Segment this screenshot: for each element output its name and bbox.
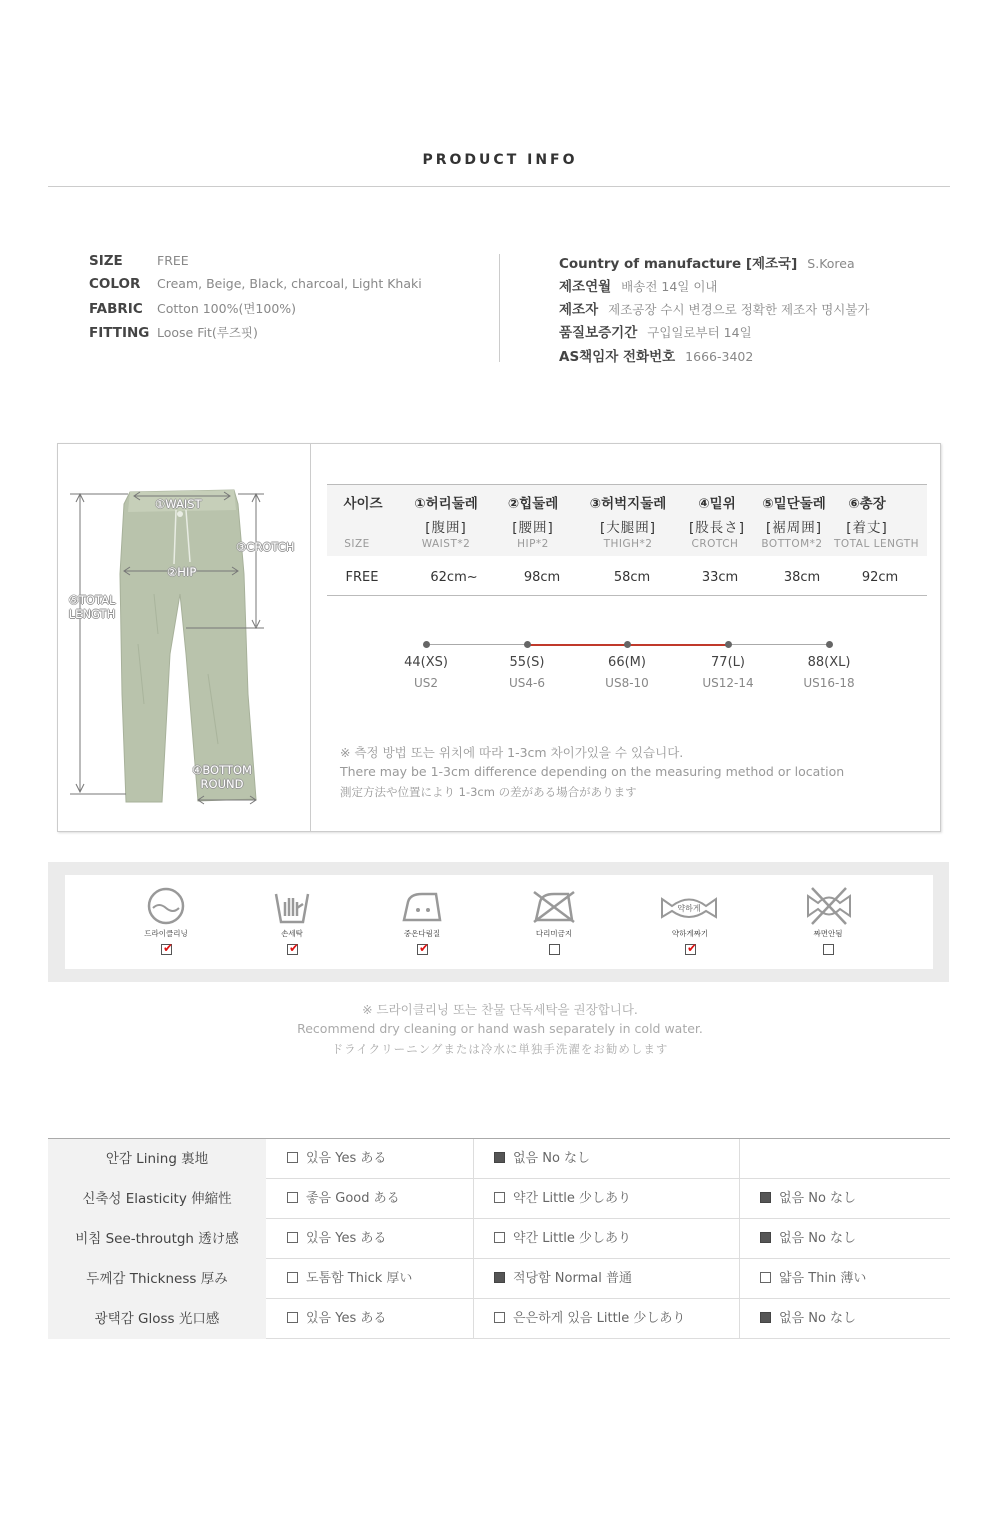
info-label: SIZE <box>89 253 123 269</box>
option-checkbox[interactable] <box>287 1192 298 1203</box>
info-label: 제조자 <box>559 302 599 318</box>
option-checkbox[interactable] <box>760 1232 771 1243</box>
option-checkbox[interactable] <box>494 1272 505 1283</box>
scale-size-us: US2 <box>413 676 439 690</box>
scale-dot <box>624 641 631 648</box>
measure-note-ko: ※ 측정 방법 또는 위치에 따라 1-3cm 차이가있을 수 있습니다. <box>340 745 684 760</box>
col-en: THIGH*2 <box>603 538 653 550</box>
feature-option[interactable] <box>760 1311 856 1327</box>
scale-size-kr: 66(M) <box>608 655 646 670</box>
info-value: Loose Fit(루즈핏) <box>157 325 258 340</box>
scale-dot <box>423 641 430 648</box>
feature-label: 안감 Lining 裏地 <box>48 1139 266 1179</box>
info-warranty <box>559 321 752 341</box>
col-ko: ⑥총장 <box>848 496 886 512</box>
info-value: 제조공장 수시 변경으로 정확한 제조자 명시불가 <box>608 302 870 317</box>
scale-size-us: US4-6 <box>509 676 545 690</box>
dry-clean-icon <box>145 886 187 926</box>
info-value: S.Korea <box>807 256 855 271</box>
feature-label: 두께감 Thickness 厚み <box>48 1259 266 1299</box>
wring-icon-text: 약하게 <box>677 904 701 913</box>
feature-option[interactable] <box>287 1191 400 1207</box>
scale-dot <box>725 641 732 648</box>
col-bottom <box>756 492 832 536</box>
feature-option[interactable] <box>494 1151 590 1167</box>
option-label: 도톰함 Thick 厚い <box>306 1271 413 1286</box>
care-panel-inner <box>65 875 933 969</box>
scale-size-kr: 77(L) <box>711 655 745 670</box>
col-en: WAIST*2 <box>421 538 471 550</box>
col-value: 58cm <box>613 570 651 585</box>
col-ko: ④밑위 <box>698 496 736 512</box>
option-label: 얇음 Thin 薄い <box>779 1271 867 1286</box>
option-label: 있음 Yes ある <box>306 1231 387 1246</box>
info-label: FITTING <box>89 325 150 341</box>
option-label: 없음 No なし <box>779 1311 857 1326</box>
col-value: 62cm~ <box>430 570 478 585</box>
feature-option[interactable] <box>760 1271 866 1287</box>
option-checkbox[interactable] <box>760 1272 771 1283</box>
col-ko: ⑤밑단둘레 <box>762 496 826 512</box>
care-note-en: Recommend dry cleaning or hand wash separately in cold water. <box>297 1021 703 1036</box>
info-label: Country of manufacture [제조국] <box>559 256 798 272</box>
size-table-bottom-rule <box>327 595 927 596</box>
feature-col-divider <box>473 1179 474 1219</box>
feature-col-divider <box>473 1219 474 1259</box>
info-divider <box>499 254 500 362</box>
option-label: 없음 No なし <box>513 1151 591 1166</box>
option-label: 적당함 Normal 普通 <box>513 1271 632 1286</box>
care-label: 중온다림질 <box>403 929 441 938</box>
scale-size-kr: 44(XS) <box>404 655 448 670</box>
option-checkbox[interactable] <box>494 1152 505 1163</box>
check-icon: ✔ <box>289 941 300 955</box>
label-bottom-round <box>186 763 258 791</box>
info-label: COLOR <box>89 276 141 292</box>
scale-size-kr: 88(XL) <box>807 655 851 670</box>
feature-option[interactable] <box>760 1231 856 1247</box>
info-size <box>89 253 189 269</box>
col-en: HIP*2 <box>517 538 549 550</box>
label-waist: ①WAIST <box>155 497 202 511</box>
feature-col-divider <box>739 1299 740 1339</box>
info-color <box>89 276 422 292</box>
col-cn: [大腿囲] <box>599 520 657 536</box>
check-icon: ✔ <box>687 941 698 955</box>
care-checkbox[interactable] <box>287 941 300 955</box>
feature-col-divider <box>473 1299 474 1339</box>
feature-option[interactable] <box>287 1231 386 1247</box>
option-checkbox[interactable] <box>287 1232 298 1243</box>
option-label: 은은하게 있음 Little 少しあり <box>513 1311 686 1326</box>
care-checkbox[interactable] <box>161 941 174 955</box>
option-label: 없음 No なし <box>779 1231 857 1246</box>
col-waist <box>404 492 488 536</box>
check-icon: ✔ <box>163 941 174 955</box>
info-fabric <box>89 299 296 317</box>
col-cn: [着丈] <box>846 520 888 536</box>
option-label: 약간 Little 少しあり <box>513 1231 632 1246</box>
option-checkbox[interactable] <box>287 1312 298 1323</box>
feature-col-divider <box>473 1139 474 1179</box>
care-checkbox[interactable] <box>823 944 834 955</box>
feature-col-divider <box>473 1259 474 1299</box>
info-manufacturer <box>559 298 870 318</box>
label-hip: ②HIP <box>167 565 197 579</box>
feature-label: 광택감 Gloss 光口感 <box>48 1299 266 1339</box>
info-value: Cream, Beige, Black, charcoal, Light Khaki <box>157 276 422 291</box>
option-checkbox[interactable] <box>494 1232 505 1243</box>
info-value: 배송전 14일 이내 <box>621 279 718 294</box>
care-label: 약하게짜기 <box>671 929 709 938</box>
col-cn: [股長さ] <box>688 520 746 536</box>
no-tumble-icon <box>804 886 854 926</box>
scale-size-us: US16-18 <box>803 676 855 690</box>
care-checkbox[interactable] <box>417 941 430 955</box>
hand-wash-icon <box>272 886 312 926</box>
label-bottom-2: ROUND <box>200 777 244 791</box>
scale-size-us: US8-10 <box>605 676 649 690</box>
feature-col-divider <box>739 1179 740 1219</box>
care-label: 드라이클리닝 <box>144 929 188 938</box>
info-label: 품질보증기간 <box>559 325 638 341</box>
measure-note-en: There may be 1-3cm difference depending on the measuring method or location <box>340 764 845 779</box>
option-label: 약간 Little 少しあり <box>513 1191 632 1206</box>
care-note-ko: ※ 드라이클리닝 또는 찬물 단독세탁을 권장합니다. <box>362 1002 638 1017</box>
label-total-length <box>64 593 120 621</box>
col-ko: ③허벅지둘레 <box>589 496 667 512</box>
feature-option[interactable] <box>494 1311 685 1327</box>
care-label: 다리미금지 <box>535 929 573 938</box>
col-hip <box>500 492 566 536</box>
feature-label: 비침 See-throutgh 透け感 <box>48 1219 266 1259</box>
col-ko: ①허리둘레 <box>414 496 478 512</box>
scale-size-kr: 55(S) <box>509 655 545 670</box>
col-total <box>834 492 900 536</box>
feature-option[interactable] <box>287 1151 386 1167</box>
option-label: 있음 Yes ある <box>306 1151 387 1166</box>
care-checkbox[interactable] <box>549 944 560 955</box>
measure-note-ja: 測定方法や位置により 1-3cm の差がある場合があります <box>340 785 637 799</box>
info-value: Cotton 100%(면100%) <box>157 301 297 316</box>
option-label: 없음 No なし <box>779 1191 857 1206</box>
care-label: 짜면안됨 <box>813 929 843 938</box>
col-ko: ②힙둘레 <box>507 496 559 512</box>
size-box-divider <box>310 443 311 832</box>
feature-col-divider <box>739 1259 740 1299</box>
label-bottom-1: ④BOTTOM <box>192 763 252 777</box>
option-checkbox[interactable] <box>760 1312 771 1323</box>
option-checkbox[interactable] <box>287 1272 298 1283</box>
label-total-2: LENGTH <box>68 607 116 621</box>
care-note-ja: ドライクリーニングまたは冷水に単独手洗濯をお勧めします <box>331 1042 669 1056</box>
title-divider <box>48 186 950 187</box>
scale-size-us: US12-14 <box>702 676 754 690</box>
info-label: AS책임자 전화번호 <box>559 349 676 365</box>
col-value: 98cm <box>523 570 561 585</box>
col-value: 38cm <box>783 570 821 585</box>
col-en: CROTCH <box>691 538 739 550</box>
check-icon: ✔ <box>419 941 430 955</box>
col-en: TOTAL LENGTH <box>834 538 920 550</box>
feature-option[interactable] <box>494 1191 631 1207</box>
scale-dot <box>826 641 833 648</box>
col-thigh <box>582 492 674 536</box>
feature-col-divider <box>739 1219 740 1259</box>
info-fitting <box>89 323 258 341</box>
page-title: PRODUCT INFO <box>422 152 578 168</box>
col-value: 33cm <box>701 570 739 585</box>
col-crotch <box>682 492 752 536</box>
feature-col-divider <box>739 1139 740 1179</box>
col-cn: [裾周囲] <box>765 520 823 536</box>
col-value: 92cm <box>861 570 899 585</box>
col-cn: [腰囲] <box>512 520 554 536</box>
feature-option[interactable] <box>287 1311 386 1327</box>
feature-option[interactable] <box>494 1231 631 1247</box>
feature-option[interactable] <box>287 1271 412 1287</box>
care-label: 손세탁 <box>281 929 303 938</box>
iron-medium-icon <box>400 888 444 924</box>
gentle-wring-icon <box>660 893 718 923</box>
care-checkbox[interactable] <box>685 941 698 955</box>
scale-dot <box>524 641 531 648</box>
col-en: SIZE <box>344 538 370 550</box>
info-value: 1666-3402 <box>685 349 754 364</box>
info-as-phone <box>559 345 753 365</box>
info-value: FREE <box>157 253 189 268</box>
label-total-1: ⑤TOTAL <box>68 593 116 607</box>
col-cn: [腹囲] <box>425 520 467 536</box>
col-ko: 사이즈 <box>343 496 383 512</box>
col-size <box>327 492 399 512</box>
info-made-date <box>559 275 717 295</box>
option-checkbox[interactable] <box>494 1312 505 1323</box>
feature-option[interactable] <box>760 1191 856 1207</box>
option-checkbox[interactable] <box>494 1192 505 1203</box>
col-en: BOTTOM*2 <box>761 538 823 550</box>
label-crotch: ③CROTCH <box>236 540 295 554</box>
info-label: 제조연월 <box>559 279 612 295</box>
info-label: FABRIC <box>89 301 143 317</box>
feature-option[interactable] <box>494 1271 632 1287</box>
info-country <box>559 252 855 272</box>
option-label: 좋음 Good ある <box>306 1191 400 1206</box>
info-value: 구입일로부터 14일 <box>647 325 752 340</box>
option-checkbox[interactable] <box>287 1152 298 1163</box>
option-checkbox[interactable] <box>760 1192 771 1203</box>
option-label: 있음 Yes ある <box>306 1311 387 1326</box>
feature-label: 신축성 Elasticity 伸縮性 <box>48 1179 266 1219</box>
no-iron-icon <box>530 888 576 924</box>
col-value: FREE <box>345 570 379 585</box>
